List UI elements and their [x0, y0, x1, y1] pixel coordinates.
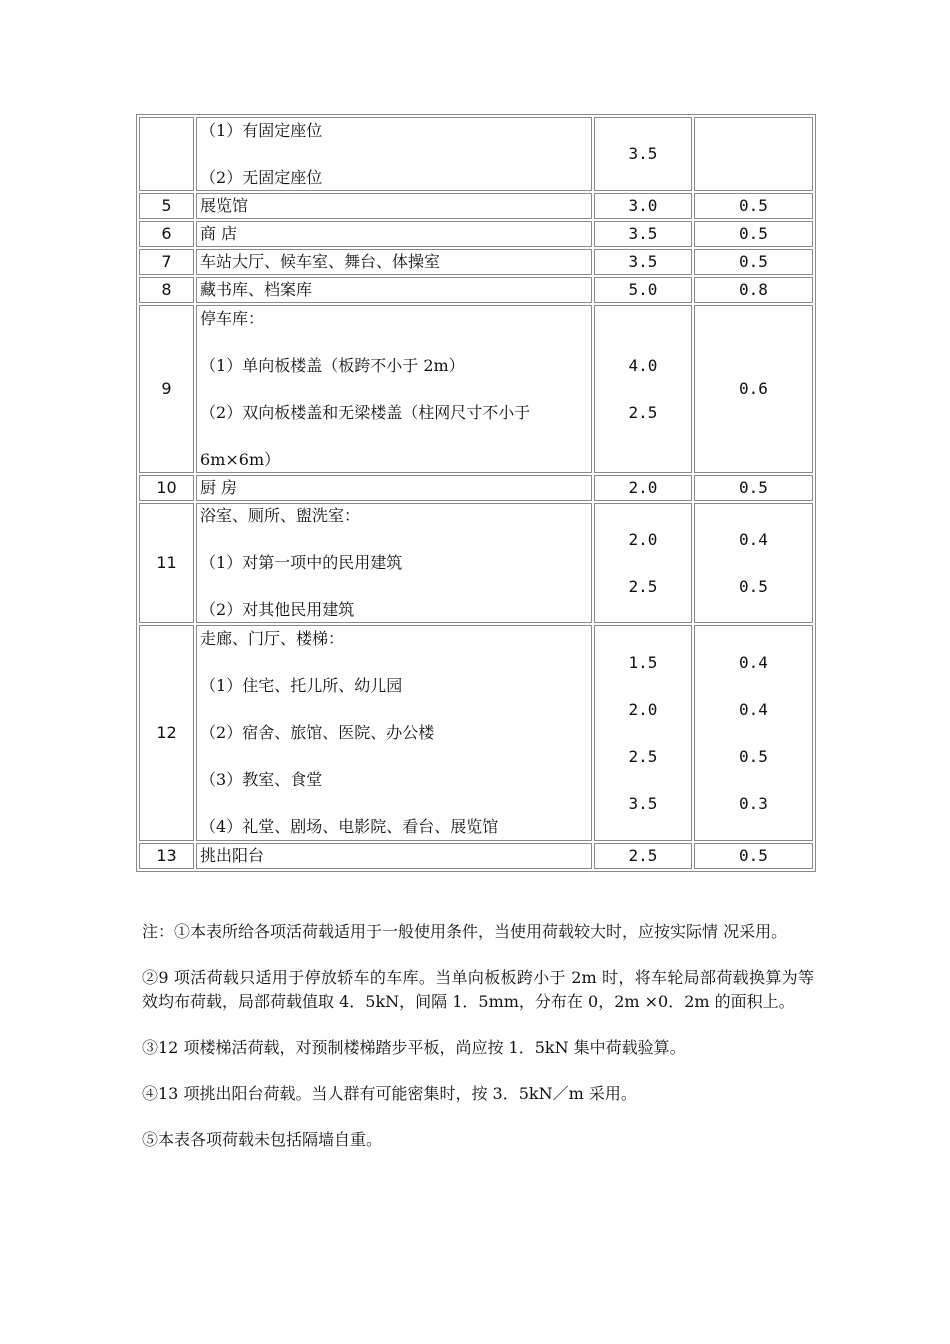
load-value	[594, 249, 692, 275]
item-number: 5	[139, 193, 194, 219]
load-value-line: 2.0	[628, 529, 658, 549]
item-number: 6	[139, 221, 194, 247]
table-row	[139, 117, 813, 191]
note-paragraph: ⑤本表各项荷载未包括隔墙自重。	[142, 1130, 383, 1149]
coefficient	[694, 249, 813, 275]
item-description	[196, 249, 592, 275]
description-line: （1）对第一项中的民用建筑	[200, 553, 403, 572]
coefficient	[694, 193, 813, 219]
note-paragraph: ②9 项活荷载只适用于停放轿车的车库。当单向板板跨小于 2m 时，将车轮局部荷载换算为等效均布荷载，局部荷载值取 4．5kN，间隔 1．5mm，分布在 0，2m ×0．2m 的面积上。	[142, 968, 814, 1011]
table-row	[139, 305, 813, 473]
load-value-line: 3.5	[628, 252, 658, 271]
load-value-line: 2.5	[628, 402, 658, 422]
load-value-line: 2.5	[628, 576, 658, 596]
item-number: 8	[139, 277, 194, 303]
load-value	[594, 475, 692, 501]
load-value-line: 3.5	[628, 144, 658, 163]
description-line: （2）对其他民用建筑	[200, 600, 355, 619]
description-line: （4）礼堂、剧场、电影院、看台、展览馆	[200, 817, 499, 836]
item-number: 12	[139, 625, 194, 841]
load-value-line: 1.5	[628, 652, 658, 672]
load-value	[594, 305, 692, 473]
coefficient-line: 0.5	[738, 196, 768, 215]
coefficient	[694, 117, 813, 191]
description-line: 车站大厅、候车室、舞台、体操室	[200, 252, 441, 271]
coefficient	[694, 503, 813, 623]
item-number: 13	[139, 843, 194, 869]
table-row	[139, 249, 813, 275]
coefficient-line: 0.6	[738, 379, 768, 398]
item-description	[196, 117, 592, 191]
table-row	[139, 475, 813, 501]
table-row	[139, 503, 813, 623]
load-value-line: 3.5	[628, 793, 658, 813]
coefficient	[694, 475, 813, 501]
item-description	[196, 221, 592, 247]
load-value	[594, 221, 692, 247]
load-value-line: 2.0	[628, 478, 658, 497]
load-value	[594, 193, 692, 219]
description-line: （2）无固定座位	[200, 167, 323, 187]
item-description	[196, 843, 592, 869]
load-value-line: 2.0	[628, 699, 658, 719]
description-line: 走廊、门厅、楼梯：	[200, 629, 345, 648]
coefficient-line: 0.5	[738, 252, 768, 271]
description-line: （2）宿舍、旅馆、医院、办公楼	[200, 723, 435, 742]
table-row	[139, 843, 813, 869]
coefficient-line: 0.4	[738, 652, 768, 672]
load-value	[594, 843, 692, 869]
item-description	[196, 305, 592, 473]
load-value	[594, 503, 692, 623]
coefficient	[694, 221, 813, 247]
load-value-line: 4.0	[628, 355, 658, 375]
load-value-line: 2.5	[628, 846, 658, 865]
coefficient-line: 0.5	[738, 746, 768, 766]
item-number	[139, 117, 194, 191]
item-description	[196, 475, 592, 501]
description-line: 挑出阳台	[200, 846, 265, 865]
coefficient	[694, 843, 813, 869]
description-line: 展览馆	[200, 196, 249, 215]
description-line: 厨 房	[200, 478, 238, 497]
coefficient-line: 0.5	[738, 576, 768, 596]
coefficient-line: 0.3	[738, 793, 768, 813]
load-value	[594, 117, 692, 191]
item-number: 10	[139, 475, 194, 501]
item-description	[196, 503, 592, 623]
description-line: （3）教室、食堂	[200, 770, 323, 789]
description-line: 停车库：	[200, 308, 265, 328]
coefficient	[694, 625, 813, 841]
item-description	[196, 277, 592, 303]
load-value-line: 3.0	[628, 196, 658, 215]
coefficient	[694, 277, 813, 303]
coefficient-line	[698, 143, 809, 165]
coefficient-line: 0.4	[738, 529, 768, 549]
coefficient-line: 0.4	[738, 699, 768, 719]
note-paragraph: ③12 项楼梯活荷载，对预制楼梯踏步平板，尚应按 1．5kN 集中荷载验算。	[142, 1038, 686, 1057]
item-number: 7	[139, 249, 194, 275]
table-row	[139, 277, 813, 303]
description-line: （1）单向板楼盖（板跨不小于 2m）	[200, 355, 465, 375]
item-number: 11	[139, 503, 194, 623]
live-load-table	[136, 114, 816, 872]
item-description	[196, 193, 592, 219]
load-value-line: 3.5	[628, 224, 658, 243]
coefficient	[694, 305, 813, 473]
item-description	[196, 625, 592, 841]
item-number: 9	[139, 305, 194, 473]
coefficient-line: 0.8	[738, 280, 768, 299]
load-value-line: 2.5	[628, 746, 658, 766]
table-row	[139, 625, 813, 841]
note-paragraph: 注：①本表所给各项活荷载适用于一般使用条件，当使用荷载较大时，应按实际情 况采用。	[142, 922, 788, 941]
load-value	[594, 277, 692, 303]
description-line: 商 店	[200, 224, 238, 243]
description-line: 6m×6m）	[200, 449, 281, 469]
description-line: 藏书库、档案库	[200, 280, 313, 299]
coefficient-line: 0.5	[738, 478, 768, 497]
coefficient-line: 0.5	[738, 846, 768, 865]
table-body	[139, 117, 813, 869]
description-line: （1）有固定座位	[200, 120, 323, 140]
description-line: （1）住宅、托儿所、幼儿园	[200, 676, 403, 695]
table-row	[139, 221, 813, 247]
notes-section	[142, 920, 814, 1174]
coefficient-line: 0.5	[738, 224, 768, 243]
load-value	[594, 625, 692, 841]
description-line: （2）双向板楼盖和无梁楼盖（柱网尺寸不小于	[200, 402, 531, 422]
note-paragraph: ④13 项挑出阳台荷载。当人群有可能密集时，按 3．5kN／m 采用。	[142, 1084, 637, 1103]
description-line: 浴室、厕所、盥洗室：	[200, 506, 361, 525]
table-row	[139, 193, 813, 219]
load-value-line: 5.0	[628, 280, 658, 299]
